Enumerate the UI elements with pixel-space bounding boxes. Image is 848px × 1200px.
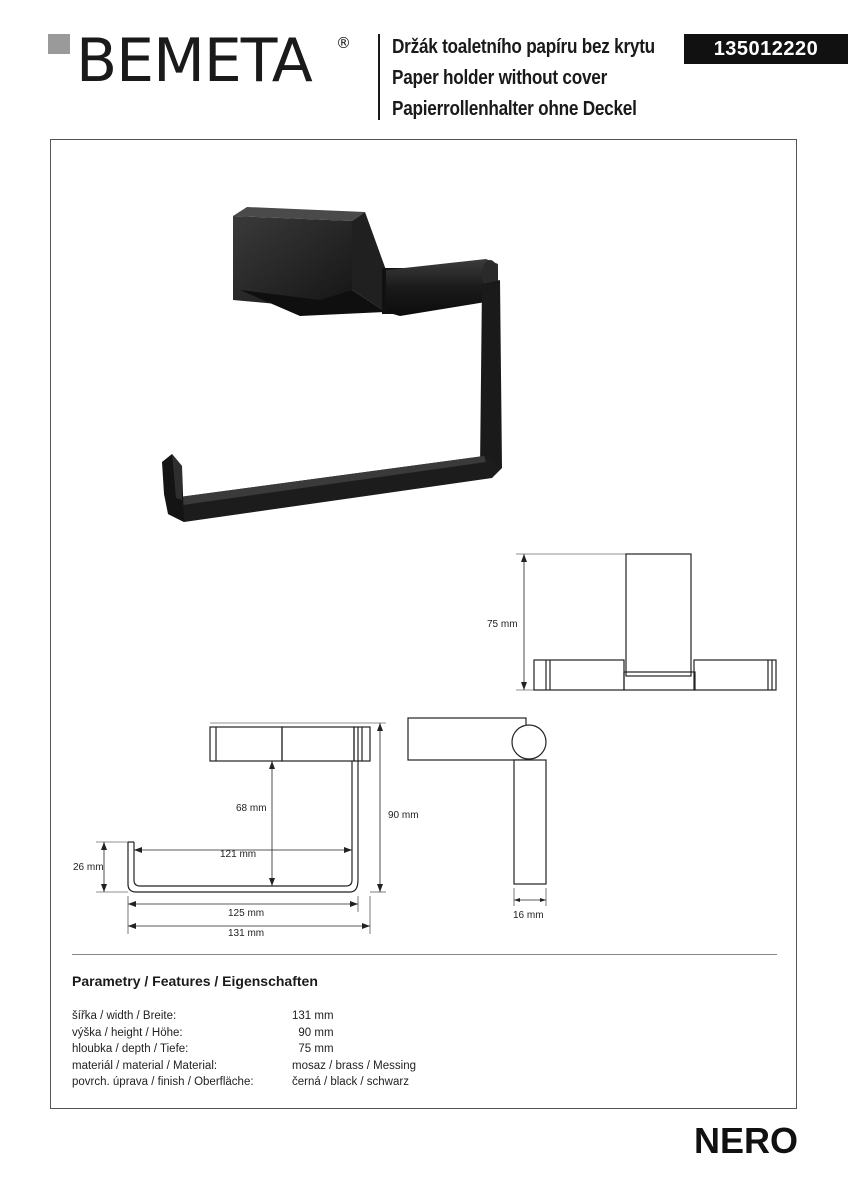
series-name: NERO bbox=[693, 1120, 798, 1161]
feature-label: povrch. úprava / finish / Oberfläche: bbox=[72, 1076, 254, 1088]
product-photo bbox=[162, 207, 502, 522]
product-code-badge: 135012220 bbox=[684, 34, 848, 64]
dim-total-width: 131 mm bbox=[228, 928, 265, 939]
feature-value: 131 mm bbox=[292, 1010, 334, 1022]
feature-value: černá / black / schwarz bbox=[292, 1076, 409, 1088]
feature-label: výška / height / Höhe: bbox=[72, 1026, 183, 1039]
registered-mark: ® bbox=[336, 34, 351, 52]
feature-label: šířka / width / Breite: bbox=[72, 1010, 177, 1022]
brand-logotype: BEMETA bbox=[76, 28, 312, 88]
dim-height-total: 90 mm bbox=[388, 810, 419, 821]
side-view-drawing bbox=[516, 554, 776, 690]
title-czech: Držák toaletního papíru bez krytu bbox=[392, 36, 655, 58]
title-german: Papierrollenhalter ohne Deckel bbox=[392, 98, 637, 120]
dim-lip: 26 mm bbox=[73, 862, 104, 873]
title-english: Paper holder without cover bbox=[392, 67, 608, 89]
feature-value: mosaz / brass / Messing bbox=[292, 1059, 416, 1072]
feature-value: 90 mm bbox=[292, 1026, 334, 1039]
features-title: Parametry / Features / Eigenschaften bbox=[72, 973, 318, 989]
dimension-arrows bbox=[101, 723, 383, 929]
front-view-drawing bbox=[96, 723, 386, 934]
dim-outer-width: 125 mm bbox=[228, 908, 265, 919]
end-view-drawing bbox=[408, 718, 546, 906]
dim-depth-tube: 16 mm bbox=[513, 910, 544, 921]
dim-drop: 68 mm bbox=[236, 803, 267, 814]
dim-inner-width: 121 mm bbox=[220, 849, 257, 860]
section-divider bbox=[72, 954, 777, 955]
dim-height-side: 75 mm bbox=[487, 619, 518, 630]
feature-value: 75 mm bbox=[292, 1043, 334, 1055]
feature-label: materiál / material / Material: bbox=[72, 1059, 218, 1072]
feature-label: hloubka / depth / Tiefe: bbox=[72, 1043, 189, 1055]
